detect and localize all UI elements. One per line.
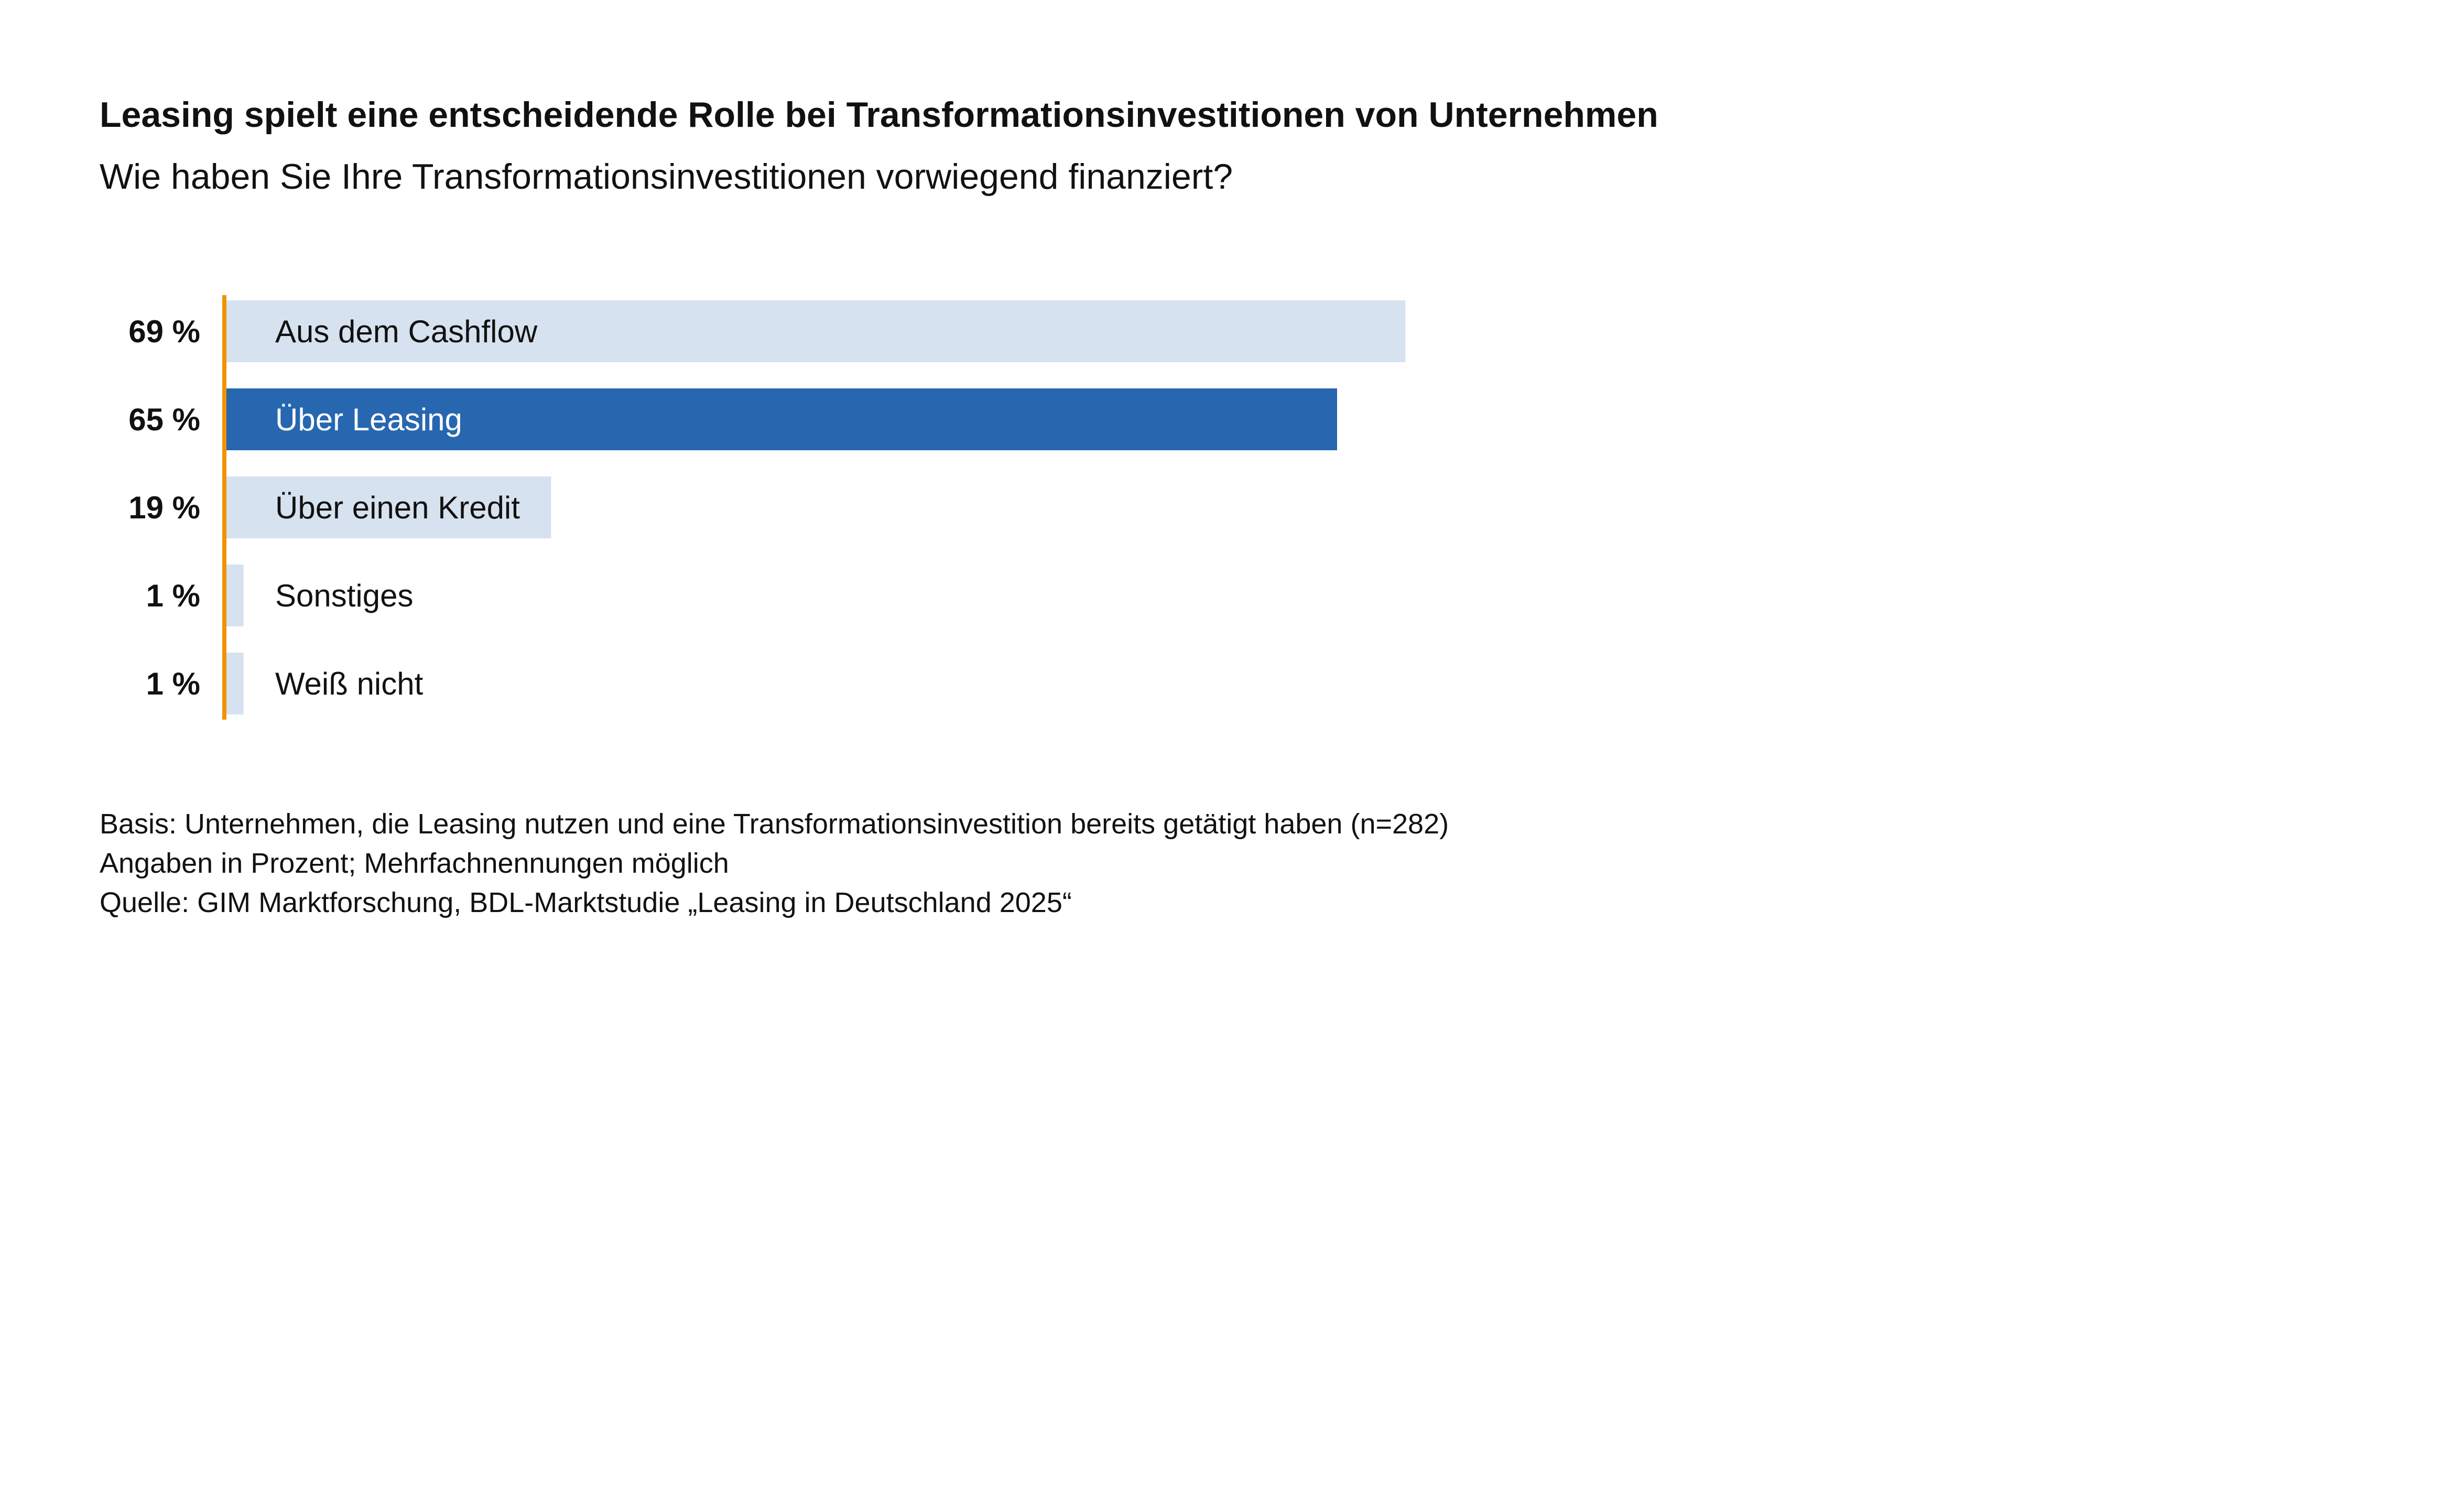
value-label: 65 % bbox=[128, 402, 200, 437]
chart-title: Leasing spielt eine entscheidende Rolle bei Transformationsinvestitionen von Unternehmen bbox=[100, 95, 1658, 135]
category-label: Über einen Kredit bbox=[275, 490, 520, 525]
bar bbox=[226, 653, 244, 714]
value-label: 1 % bbox=[146, 578, 200, 613]
footnote-source: Quelle: GIM Marktforschung, BDL-Marktstudie „Leasing in Deutschland 2025“ bbox=[100, 887, 1072, 918]
axis-line bbox=[222, 295, 226, 720]
chart-subtitle: Wie haben Sie Ihre Transformationsinvestitionen vorwiegend finanziert? bbox=[100, 157, 1233, 197]
footnote-basis: Basis: Unternehmen, die Leasing nutzen und eine Transformationsinvestition bereits getätigt haben (n=282) bbox=[100, 808, 1449, 840]
value-label: 19 % bbox=[128, 490, 200, 525]
value-label: 1 % bbox=[146, 666, 200, 701]
category-label: Sonstiges bbox=[275, 578, 414, 613]
value-label: 69 % bbox=[128, 314, 200, 349]
footnote-units: Angaben in Prozent; Mehrfachnennungen möglich bbox=[100, 848, 729, 879]
category-label: Aus dem Cashflow bbox=[275, 314, 538, 349]
footnotes bbox=[100, 805, 1449, 923]
bar bbox=[226, 565, 244, 626]
category-label: Weiß nicht bbox=[275, 666, 424, 701]
category-label: Über Leasing bbox=[275, 402, 462, 437]
